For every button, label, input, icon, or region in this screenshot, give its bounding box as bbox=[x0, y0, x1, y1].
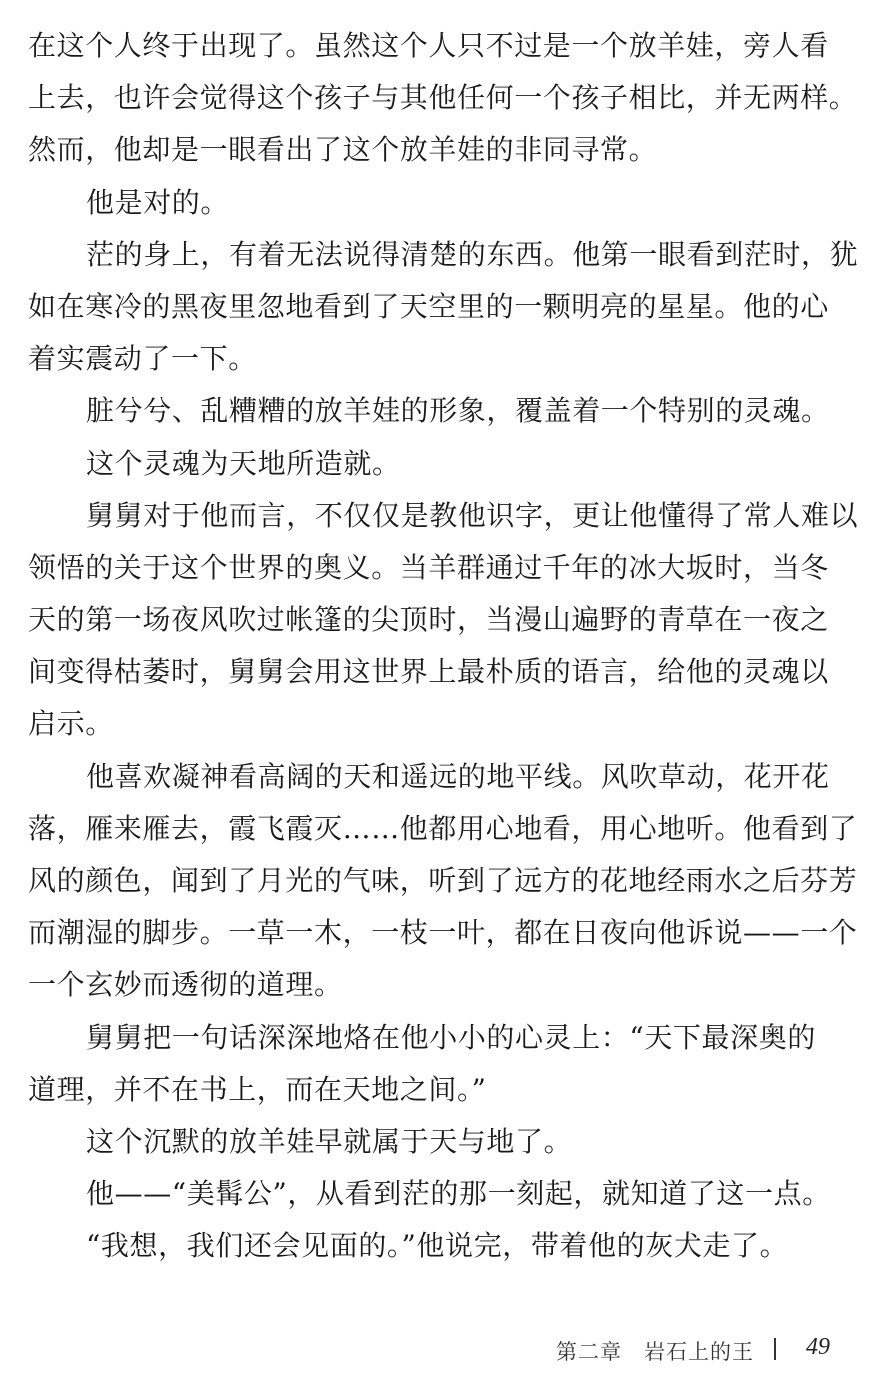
text-line: 领悟的关于这个世界的奥义。当羊群通过千年的冰大坂时，当冬 bbox=[28, 550, 829, 584]
text-line: 然而，他却是一眼看出了这个放羊娃的非同寻常。 bbox=[28, 133, 658, 167]
text-line: 舅舅把一句话深深地烙在他小小的心灵上：“天下最深奥的 bbox=[86, 1020, 816, 1054]
text-line: 着实震动了一下。 bbox=[28, 342, 257, 376]
text-line: 天的第一场夜风吹过帐篷的尖顶时，当漫山遍野的青草在一夜之 bbox=[28, 603, 829, 637]
text-line: 道理，并不在书上，而在天地之间。” bbox=[28, 1072, 487, 1106]
chapter-title: 第二章 岩石上的王 bbox=[556, 1340, 754, 1364]
text-line: 一个玄妙而透彻的道理。 bbox=[28, 968, 343, 1002]
text-line: 这个灵魂为天地所造就。 bbox=[86, 446, 401, 480]
text-line: 脏兮兮、乱糟糟的放羊娃的形象，覆盖着一个特别的灵魂。 bbox=[86, 394, 830, 428]
text-line: 他喜欢凝神看高阔的天和遥远的地平线。风吹草动，花开花 bbox=[86, 759, 830, 793]
page-footer bbox=[0, 1332, 872, 1368]
text-line: 启示。 bbox=[28, 707, 114, 741]
text-line: 他——“美髯公”，从看到茫的那一刻起，就知道了这一点。 bbox=[86, 1177, 831, 1211]
text-line: 舅舅对于他而言，不仅仅是教他识字，更让他懂得了常人难以 bbox=[86, 498, 859, 532]
page-body bbox=[28, 20, 859, 1273]
text-line: 茫的身上，有着无法说得清楚的东西。他第一眼看到茫时，犹 bbox=[86, 237, 859, 271]
text-line: “我想，我们还会见面的。”他说完，带着他的灰犬走了。 bbox=[86, 1229, 789, 1263]
page-number: 49 bbox=[806, 1334, 830, 1360]
text-line: 间变得枯萎时，舅舅会用这世界上最朴质的语言，给他的灵魂以 bbox=[28, 655, 829, 689]
text-line: 而潮湿的脚步。一草一木，一枝一叶，都在日夜向他诉说——一个 bbox=[28, 916, 858, 950]
text-line: 如在寒冷的黑夜里忽地看到了天空里的一颗明亮的星星。他的心 bbox=[28, 289, 829, 323]
text-line: 上去，也许会觉得这个孩子与其他任何一个孩子相比，并无两样。 bbox=[28, 81, 858, 115]
text-line: 在这个人终于出现了。虽然这个人只不过是一个放羊娃，旁人看 bbox=[28, 29, 829, 62]
text-line: 落，雁来雁去，霞飞霞灭……他都用心地看，用心地听。他看到了 bbox=[28, 811, 858, 845]
footer-divider bbox=[774, 1338, 776, 1360]
text-line: 风的颜色，闻到了月光的气味，听到了远方的花地经雨水之后芬芳 bbox=[28, 864, 858, 897]
text-line: 他是对的。 bbox=[86, 185, 230, 219]
text-line: 这个沉默的放羊娃早就属于天与地了。 bbox=[86, 1124, 573, 1158]
